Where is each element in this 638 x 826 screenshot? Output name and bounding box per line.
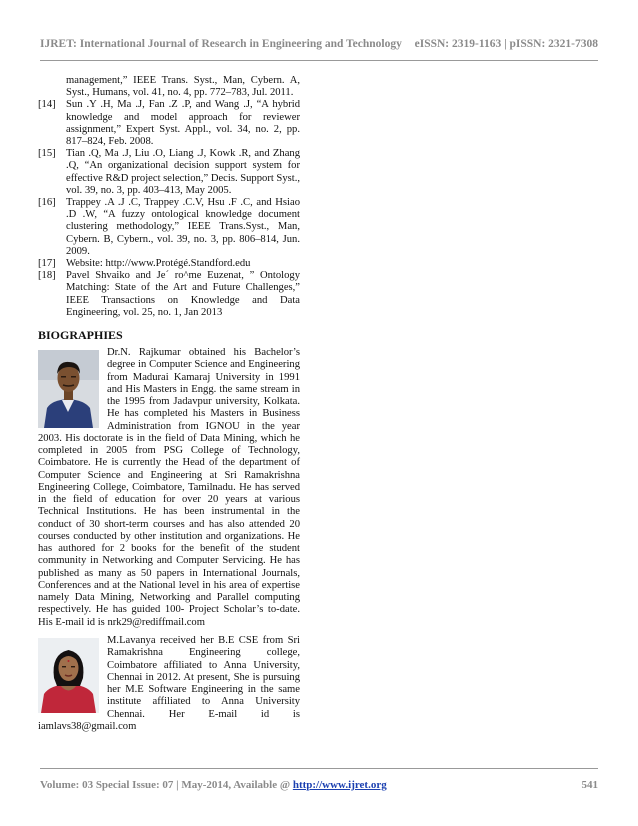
footer-rule bbox=[40, 768, 598, 769]
page-number: 541 bbox=[581, 779, 598, 791]
reference-number: [16] bbox=[38, 197, 56, 209]
biography-rajkumar bbox=[38, 347, 300, 629]
author-photo-lavanya bbox=[38, 638, 99, 713]
reference-item bbox=[38, 270, 300, 319]
reference-number: [15] bbox=[38, 148, 56, 160]
reference-number: [14] bbox=[38, 99, 56, 111]
reference-item bbox=[38, 148, 300, 197]
reference-number: [18] bbox=[38, 270, 56, 282]
journal-title: IJRET: International Journal of Research in Engineering and Technology bbox=[40, 38, 402, 50]
biography-lavanya bbox=[38, 635, 300, 733]
header-rule bbox=[40, 60, 598, 61]
volume-info bbox=[40, 779, 387, 791]
reference-text: Pavel Shvaiko and Je´ ro^me Euzenat, ” Ontology Matching: State of the Art and Future Challenges,” IEEE Transactions on Knowledge and Data Engineering, vol. 25, no. 1, Jan 2013 bbox=[66, 270, 300, 318]
reference-text: Website: http://www.Protégé.Standford.edu bbox=[66, 258, 251, 270]
issn-info: eISSN: 2319-1163 | pISSN: 2321-7308 bbox=[414, 38, 598, 50]
journal-link[interactable]: http://www.ijret.org bbox=[292, 779, 387, 791]
author-photo-rajkumar bbox=[38, 350, 99, 428]
reference-item bbox=[38, 99, 300, 148]
reference-list bbox=[38, 75, 300, 319]
biography-text-lavanya: M.Lavanya received her B.E CSE from Sri Ramakrishna Engineering college, Coimbatore affiliated to Anna University, Chennai in 2012. At present, She is pursuing her M.E Software Engineering in the same institute affiliated to Anna University Chennai. Her E-mail id is iamlavs38@gmail.com bbox=[38, 635, 300, 732]
reference-text: Tian .Q, Ma .J, Liu .O, Liang .J, Kowk .R, and Zhang .Q, “An organizational decision support system for effective R&D project selection,” Decis. Support Syst., vol. 39, no. 3, pp. 403–413, May 2005. bbox=[66, 148, 300, 196]
biography-text-rajkumar: Dr.N. Rajkumar obtained his Bachelor’s degree in Computer Science and Engineering from Madurai Kamaraj University in 1991 and His Masters in Engg. the same stream in the 1995 from Jadavpur university, Kolkata. He has completed his Masters in Business Administration from IGNOU in the year 2003. His doctorate is in the field of Data Mining, which he completed in 2005 from PSG College of Technology, Coimbatore. He is currently the Head of the department of Computer Science and Engineering at Sri Ramakrishna Engineering College, Coimbatore, Tamilnadu. He has served in the field of education for over 20 years at various Technical Institutions. He has been instrumental in the conduct of 30 short-term courses and has also attended 20 courses conducted by other institution and organizations. He has authored for 2 books for the benefit of the student community in Networking and Computer Servicing. He has published as many as 50 papers in International Journals, Conferences and at the National level in his area of expertise namely Data Mining, Networking and Parallel computing respectively. He has guided 100- Project Scholar’s to-date. His E-mail id is nrk29@rediffmail.com bbox=[38, 347, 300, 628]
reference-number: [17] bbox=[38, 258, 56, 270]
reference-continuation: management,” IEEE Trans. Syst., Man, Cybern. A, Syst., Humans, vol. 41, no. 4, pp. 772–783, Jul. 2011. bbox=[66, 75, 300, 99]
biographies-heading: BIOGRAPHIES bbox=[38, 328, 123, 342]
volume-text: Volume: 03 Special Issue: 07 | May-2014, Available @ bbox=[40, 779, 293, 791]
reference-item bbox=[38, 258, 300, 270]
reference-item bbox=[38, 197, 300, 258]
reference-text: Sun .Y .H, Ma .J, Fan .Z .P, and Wang .J, “A hybrid knowledge and model approach for reviewer assignment,” Expert Syst. Appl., vol. 34, no. 2, pp. 817–824, Feb. 2008. bbox=[66, 99, 300, 148]
reference-text: Trappey .A .J .C, Trappey .C.V, Hsu .F .C, and Hsiao .D .W, “A fuzzy ontological knowledge document clustering methodology,” IEEE Trans.Syst., Man, Cybern. B, Cybern., vol. 39, no. 3, pp. 806–814, Jun. 2009. bbox=[66, 197, 300, 257]
